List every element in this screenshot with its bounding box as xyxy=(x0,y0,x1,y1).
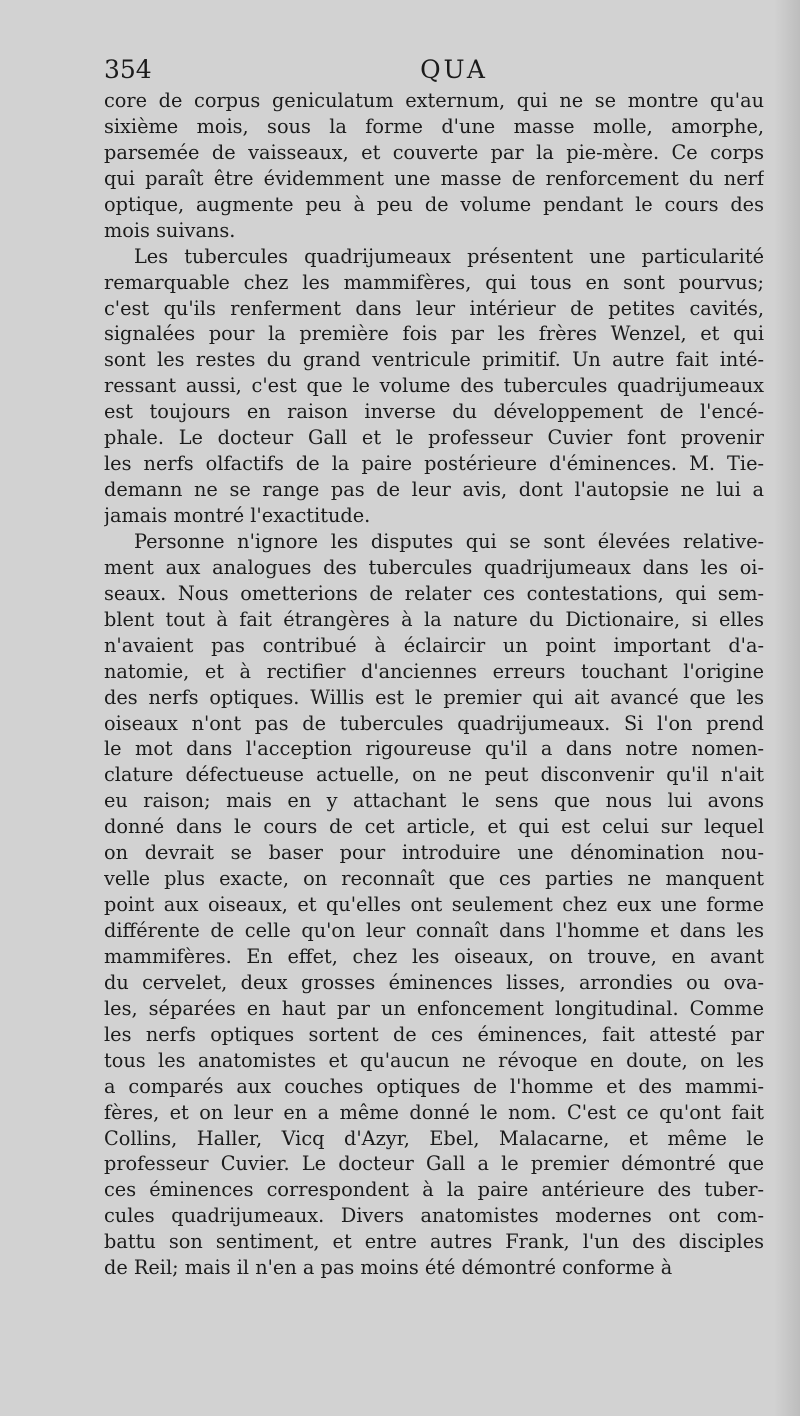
text-line: signalées pour la première fois par les frères Wenzel, et qui xyxy=(104,322,764,346)
text-line: du cervelet, deux grosses éminences lisses, arrondies ou ova- xyxy=(104,970,764,994)
text-line: c'est qu'ils renferment dans leur intérieur de petites cavités, xyxy=(104,296,764,320)
text-line: n'avaient pas contribué à éclaircir un point important d'a- xyxy=(104,633,764,657)
text-line: tous les anatomistes et qu'aucun ne révoque en doute, on les xyxy=(104,1048,764,1072)
text-line: blent tout à fait étrangères à la nature du Dictionaire, si elles xyxy=(104,607,764,631)
text-line: velle plus exacte, on reconnaît que ces parties ne manquent xyxy=(104,867,764,891)
text-line: phale. Le docteur Gall et le professeur Cuvier font provenir xyxy=(104,426,764,450)
text-line: oiseaux n'ont pas de tubercules quadrijumeaux. Si l'on prend xyxy=(104,711,764,735)
text-line: les nerfs optiques sortent de ces éminences, fait attesté par xyxy=(104,1022,764,1046)
text-line: a comparés aux couches optiques de l'homme et des mammi- xyxy=(104,1074,764,1098)
text-line: le mot dans l'acception rigoureuse qu'il a dans notre nomen- xyxy=(104,737,764,761)
text-line: point aux oiseaux, et qu'elles ont seulement chez eux une forme xyxy=(104,893,764,917)
text-line: mois suivans. xyxy=(104,218,236,242)
body-text xyxy=(104,88,764,1281)
page-header xyxy=(104,54,764,86)
text-line: ces éminences correspondent à la paire antérieure des tuber- xyxy=(104,1178,764,1202)
text-line: optique, augmente peu à peu de volume pendant le cours des xyxy=(104,192,764,216)
text-line: cules quadrijumeaux. Divers anatomistes modernes ont com- xyxy=(104,1204,764,1228)
text-line: battu son sentiment, et entre autres Frank, l'un des disciples xyxy=(104,1230,764,1254)
text-line: seaux. Nous ometterions de relater ces contestations, qui sem- xyxy=(104,581,764,605)
text-line: de Reil; mais il n'en a pas moins été démontré conforme à xyxy=(104,1256,673,1280)
text-line: professeur Cuvier. Le docteur Gall a le premier démontré que xyxy=(104,1152,764,1176)
text-line: eu raison; mais en y attachant le sens que nous lui avons xyxy=(104,789,764,813)
text-line: on devrait se baser pour introduire une dénomination nou- xyxy=(104,841,764,865)
text-line: les, séparées en haut par un enfoncement longitudinal. Comme xyxy=(104,996,764,1020)
text-line: demann ne se range pas de leur avis, dont l'autopsie ne lui a xyxy=(104,478,764,502)
text-line: les nerfs olfactifs de la paire postérieure d'éminences. M. Tie- xyxy=(104,452,764,476)
text-line: sixième mois, sous la forme d'une masse molle, amorphe, xyxy=(104,114,764,138)
text-line: parsemée de vaisseaux, et couverte par la pie-mère. Ce corps xyxy=(104,140,764,164)
text-line: qui paraît être évidemment une masse de renforcement du nerf xyxy=(104,166,764,190)
text-line: clature défectueuse actuelle, on ne peut disconvenir qu'il n'ait xyxy=(104,763,764,787)
running-head: QUA xyxy=(420,55,488,84)
text-line: différente de celle qu'on leur connaît dans l'homme et dans les xyxy=(104,919,764,942)
text-line: des nerfs optiques. Willis est le premier qui ait avancé que les xyxy=(104,685,764,709)
page-edge-shadow xyxy=(774,0,800,1416)
text-line: fères, et on leur en a même donné le nom. C'est ce qu'ont fait xyxy=(104,1100,764,1124)
text-line: Les tubercules quadrijumeaux présentent une particularité xyxy=(134,244,764,268)
text-line: natomie, et à rectifier d'anciennes erreurs touchant l'origine xyxy=(104,659,764,683)
text-line: est toujours en raison inverse du développement de l'encé- xyxy=(104,400,764,424)
text-line: Collins, Haller, Vicq d'Azyr, Ebel, Malacarne, et même le xyxy=(104,1126,764,1150)
text-line: ment aux analogues des tubercules quadrijumeaux dans les oi- xyxy=(104,555,764,579)
text-line: remarquable chez les mammifères, qui tous en sont pourvus; xyxy=(104,270,764,294)
text-line: jamais montré l'exactitude. xyxy=(104,504,371,527)
text-line: donné dans le cours de cet article, et qui est celui sur lequel xyxy=(104,815,764,839)
text-line: core de corpus geniculatum externum, qui ne se montre qu'au xyxy=(104,89,764,112)
text-line: Personne n'ignore les disputes qui se sont élevées relative- xyxy=(134,529,764,553)
text-line: sont les restes du grand ventricule primitif. Un autre fait inté- xyxy=(104,348,764,372)
text-line: ressant aussi, c'est que le volume des tubercules quadrijumeaux xyxy=(104,374,764,398)
page-number: 354 xyxy=(104,55,152,84)
text-line: mammifères. En effet, chez les oiseaux, on trouve, en avant xyxy=(104,944,764,968)
